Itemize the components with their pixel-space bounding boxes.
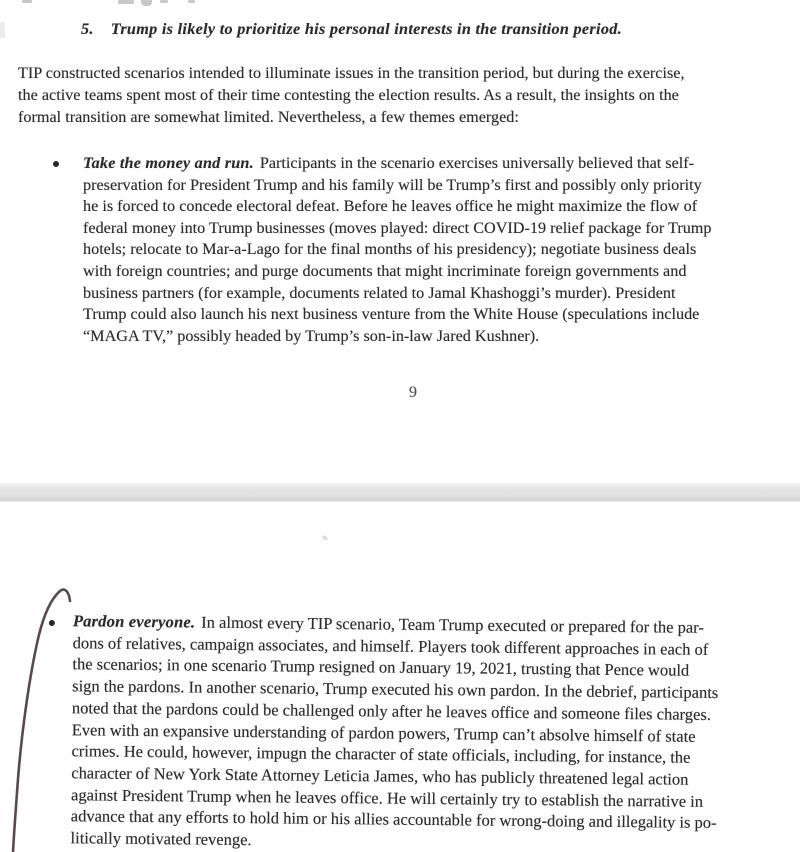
text-line: litically motivated revenge. xyxy=(70,828,252,850)
text-line: hotels; relocate to Mar-a-Lago for the final months of his presidency); negotiate business deals xyxy=(83,240,697,259)
text-line: TIP constructed scenarios intended to illuminate issues in the transition period, but during the exercise, xyxy=(18,64,685,82)
text-line: the scenarios; in one scenario Trump resigned on January 19, 2021, trusting that Pence would xyxy=(72,654,690,681)
bullet-take-the-money xyxy=(83,153,712,347)
text-line: noted that the pardons could be challenged only after he leaves office and someone files charges. xyxy=(71,698,712,724)
text-line: crimes. He could, however, impugn the character of state officials, including, for instance, the xyxy=(71,741,691,767)
text-line: formal transition are somewhat limited. Nevertheless, a few themes emerged: xyxy=(18,108,519,126)
text-line: Trump could also launch his next business venture from the White House (speculations include xyxy=(83,305,700,324)
bullet-lead: Take the money and run. xyxy=(83,154,254,172)
text-line: the active teams spent most of their time contesting the election results. As a result, the insights on the xyxy=(18,86,679,104)
text-line: character of New York State Attorney Leticia James, who has publicly threatened legal action xyxy=(71,763,689,789)
text-line: sign the pardons. In another scenario, Trump executed his own pardon. In the debrief, participants xyxy=(72,676,719,703)
bullet-lead: Pardon everyone. xyxy=(72,611,196,632)
bullet-marker xyxy=(49,620,55,626)
page-gap-separator xyxy=(0,483,800,502)
text-line: against President Trump when he leaves office. He will certainly try to establish the narrative in xyxy=(70,784,704,811)
text-line: preservation for President Trump and his family will be Trump’s first and possibly only priority xyxy=(83,175,702,194)
bullet-marker xyxy=(53,161,59,167)
text-line: Even with an expansive understanding of pardon powers, Trump can’t absolve himself of state xyxy=(71,719,696,746)
section-heading xyxy=(81,20,622,39)
text-line: Take the money and run. Participants in the scenario exercises universally believed that self- xyxy=(83,154,695,172)
text-line: he is forced to concede electoral defeat. Before he leaves office he might maximize the flow of xyxy=(83,197,698,216)
text-line: “MAGA TV,” possibly headed by Trump’s son-in-law Jared Kushner). xyxy=(83,326,540,345)
text-line: advance that any efforts to hold him or his allies accountable for wrong-doing and illegality is po- xyxy=(70,806,717,833)
text-line: business partners (for example, documents related to Jamal Khashoggi’s murder). President xyxy=(83,283,676,302)
section-heading-text: Trump is likely to prioritize his personal interests in the transition period. xyxy=(110,20,622,38)
intro-paragraph xyxy=(18,62,685,128)
text-line: federal money into Trump businesses (moves played: direct COVID-19 relief package for Trump xyxy=(83,218,712,237)
text-line: with foreign countries; and purge documents that might incriminate foreign governments and xyxy=(83,261,687,280)
text-line: dons of relatives, campaign associates, and himself. Players took different approaches in each of xyxy=(72,632,709,659)
bullet-pardon-everyone xyxy=(47,610,794,852)
scan-edge-smudge xyxy=(0,22,5,38)
section-number: 5. xyxy=(81,20,94,38)
text-line: Pardon everyone. In almost every TIP scenario, Team Trump executed or prepared for the par- xyxy=(72,611,704,637)
page-number: 9 xyxy=(409,384,417,401)
